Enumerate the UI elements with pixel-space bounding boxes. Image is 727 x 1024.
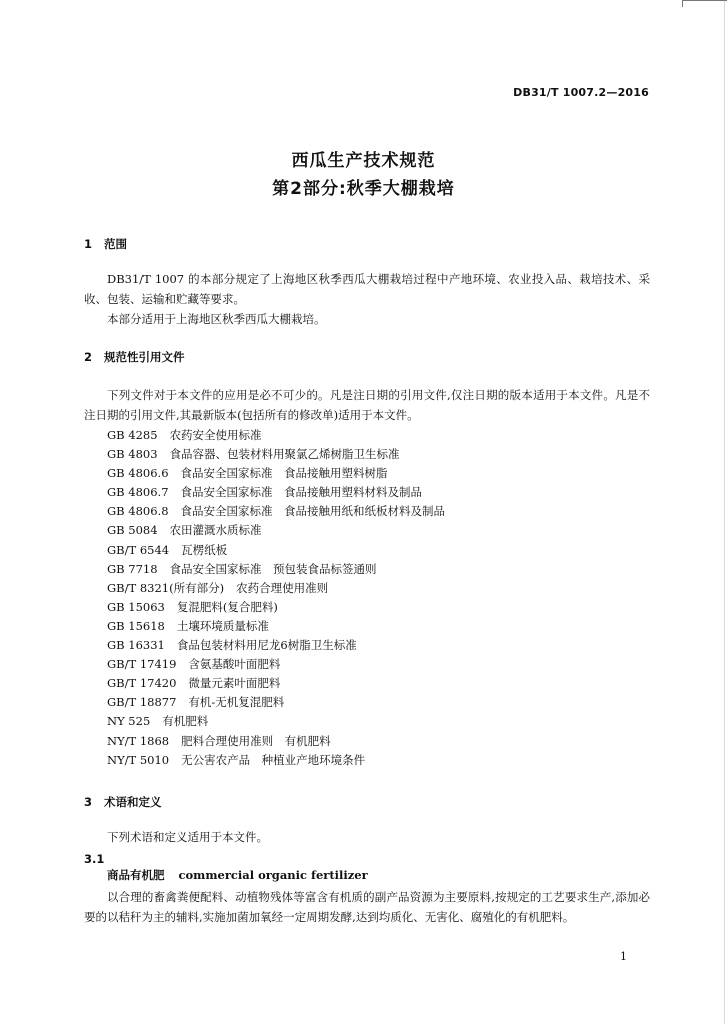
term-definition: 以合理的畜禽粪便配料、动植物残体等富含有机质的副产品资源为主要原料,按规定的工艺要求生产,添加必要的以秸秆为主的辅料,实施加菌加氧经一定周期发酵,达到均质化、无害化、腐殖化的有机肥料。: [84, 890, 650, 924]
scope-applicability: 本部分适用于上海地区秋季西瓜大棚栽培。: [107, 312, 326, 326]
scope-paragraph: DB31/T 1007 的本部分规定了上海地区秋季西瓜大棚栽培过程中产地环境、农业投入品、栽培技术、采收、包装、运输和贮藏等要求。: [84, 272, 650, 306]
reference-item: [107, 598, 445, 617]
reference-item: [107, 617, 445, 636]
reference-item: [107, 732, 445, 751]
reference-code: GB/T 18877: [107, 695, 177, 710]
reference-title: 有机-无机复混肥料: [188, 695, 285, 710]
references-intro: 下列文件对于本文件的应用是必不可少的。凡是注日期的引用文件,仅注日期的版本适用于本文件。凡是不注日期的引用文件,其最新版本(包括所有的修改单)适用于本文件。: [84, 388, 650, 422]
reference-list: [107, 426, 445, 770]
section-number: 1: [84, 237, 93, 251]
reference-title: 食品容器、包装材料用聚氯乙烯树脂卫生标准: [169, 447, 400, 462]
section-title: 范围: [104, 237, 127, 251]
reference-code: GB 4806.8: [107, 504, 169, 519]
reference-title: 食品安全国家标准 预包装食品标签通则: [169, 561, 377, 576]
reference-item: [107, 712, 445, 731]
reference-item: [107, 579, 445, 598]
reference-code: GB 4806.7: [107, 485, 169, 500]
section-title: 规范性引用文件: [104, 350, 185, 364]
section-number: 3: [84, 795, 93, 809]
section-number: 2: [84, 350, 93, 364]
reference-title: 微量元素叶面肥料: [188, 676, 281, 691]
reference-title: 肥料合理使用准则 有机肥料: [181, 733, 331, 748]
reference-title: 瓦楞纸板: [181, 542, 228, 557]
standard-code: DB31/T 1007.2—2016: [513, 86, 649, 99]
reference-item: [107, 426, 445, 445]
reference-title: 农田灌溉水质标准: [169, 523, 262, 538]
term-number: 3.1: [84, 852, 105, 866]
reference-item: [107, 502, 445, 521]
reference-title: 无公害农产品 种植业产地环境条件: [181, 752, 366, 767]
reference-item: [107, 693, 445, 712]
reference-code: GB/T 8321(所有部分): [107, 580, 225, 595]
reference-title: 土壤环境质量标准: [176, 618, 269, 633]
reference-item: [107, 560, 445, 579]
reference-code: GB 4285: [107, 428, 158, 442]
reference-code: GB 16331: [107, 638, 165, 653]
reference-item: [107, 541, 445, 560]
reference-title: 食品安全国家标准 食品接触用纸和纸板材料及制品: [180, 504, 446, 519]
reference-title: 农药合理使用准则: [236, 580, 329, 595]
document-subtitle: 第2部分:秋季大棚栽培: [272, 179, 455, 199]
reference-code: GB 15618: [107, 618, 165, 633]
reference-code: GB/T 17419: [107, 657, 177, 672]
reference-item: [107, 483, 445, 502]
section-3-heading: [84, 794, 162, 810]
reference-title: 食品安全国家标准 食品接触用塑料树脂: [180, 466, 388, 481]
section-1-heading: [84, 236, 127, 252]
reference-title: 农药安全使用标准: [169, 428, 262, 442]
reference-title: 含氨基酸叶面肥料: [188, 657, 281, 672]
page-number: 1: [620, 950, 627, 963]
reference-title: 食品安全国家标准 食品接触用塑料材料及制品: [180, 485, 423, 500]
term-entry: [107, 867, 368, 883]
term-english: commercial organic fertilizer: [178, 868, 368, 882]
reference-item: [107, 655, 445, 674]
reference-code: NY 525: [107, 714, 151, 729]
reference-item: [107, 636, 445, 655]
document-title: 西瓜生产技术规范: [291, 151, 436, 171]
reference-item: [107, 751, 445, 770]
reference-item: [107, 521, 445, 540]
reference-code: GB 15063: [107, 599, 165, 614]
reference-item: [107, 674, 445, 693]
reference-code: GB/T 6544: [107, 542, 170, 557]
section-title: 术语和定义: [104, 795, 162, 809]
terms-intro: 下列术语和定义适用于本文件。: [107, 830, 268, 844]
reference-title: 有机肥料: [162, 714, 209, 729]
term-chinese: 商品有机肥: [107, 868, 165, 882]
scan-corner-mark: [682, 0, 727, 7]
reference-code: GB/T 17420: [107, 676, 177, 691]
reference-title: 食品包装材料用尼龙6树脂卫生标准: [176, 638, 357, 653]
reference-code: NY/T 1868: [107, 733, 170, 748]
section-2-heading: [84, 349, 185, 365]
reference-code: GB 7718: [107, 561, 158, 576]
reference-code: GB 4806.6: [107, 466, 169, 481]
reference-item: [107, 445, 445, 464]
reference-code: GB 5084: [107, 523, 158, 538]
reference-code: NY/T 5010: [107, 752, 170, 767]
reference-title: 复混肥料(复合肥料): [176, 599, 278, 614]
reference-item: [107, 464, 445, 483]
reference-code: GB 4803: [107, 447, 158, 462]
